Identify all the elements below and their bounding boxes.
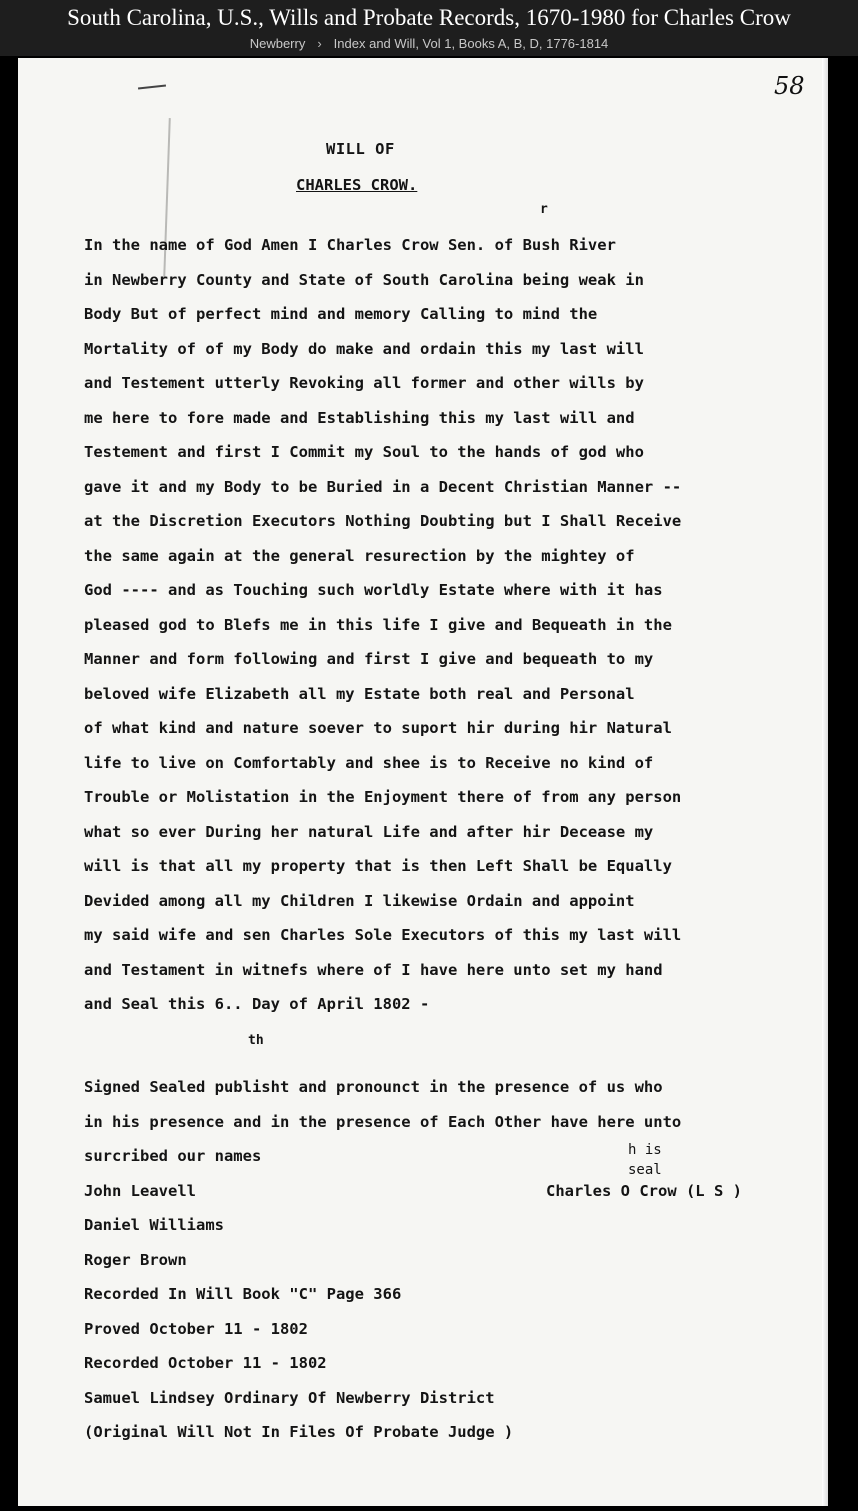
record-note: Recorded In Will Book "C" Page 366 — [84, 1285, 402, 1303]
body-line: Manner and form following and first I give and bequeath to my — [84, 650, 654, 668]
scan-artifact-mark — [138, 85, 166, 90]
body-line: and Testement utterly Revoking all former and other wills by — [84, 374, 644, 392]
witness-name: Roger Brown — [84, 1250, 187, 1269]
body-line: life to live on Comfortably and shee is to Receive no kind of — [84, 753, 654, 772]
body-line: Mortality of of my Body do make and ordain this my last will — [84, 339, 644, 358]
body-line: Testement and first I Commit my Soul to the hands of god who — [84, 443, 644, 461]
page-number: 58 — [774, 72, 805, 100]
signing-block — [84, 1070, 814, 1450]
body-line: my said wife and sen Charles Sole Executors of this my last will — [84, 926, 682, 944]
breadcrumb-item-volume[interactable]: Index and Will, Vol 1, Books A, B, D, 1776-1814 — [333, 36, 609, 52]
chevron-right-icon: › — [317, 36, 322, 52]
body-line: in Newberry County and State of South Carolina being weak in — [84, 270, 644, 289]
record-note: (Original Will Not In Files Of Probate Judge ) — [84, 1423, 514, 1441]
body-line: the same again at the general resurection by the mightey of — [84, 546, 635, 565]
body-line: Trouble or Molistation in the Enjoyment there of from any person — [84, 788, 682, 806]
breadcrumb — [0, 35, 858, 51]
body-line: of what kind and nature soever to suport hir during hir Natural — [84, 719, 672, 737]
record-note: Proved October 11 - 1802 — [84, 1319, 308, 1338]
superscript-th: th — [248, 1033, 264, 1048]
record-header — [0, 0, 858, 56]
record-title: South Carolina, U.S., Wills and Probate Records, 1670-1980 for Charles Crow — [67, 5, 791, 30]
document-scan — [18, 58, 828, 1506]
his-mark — [628, 1140, 662, 1180]
seal-mark-text: seal — [628, 1162, 662, 1178]
body-line: what so ever During her natural Life and after hir Decease my — [84, 822, 654, 841]
body-line: In the name of God Amen I Charles Crow Sen. of Bush River — [84, 236, 616, 254]
witness-name: John Leavell — [84, 1181, 196, 1200]
body-line: God ---- and as Touching such worldly Estate where with it has — [84, 581, 663, 599]
superscript-r: r — [540, 202, 548, 217]
record-note: Recorded October 11 - 1802 — [84, 1354, 327, 1372]
document-title: WILL OF — [326, 140, 395, 158]
body-line: Body But of perfect mind and memory Calling to mind the — [84, 305, 598, 323]
body-line: beloved wife Elizabeth all my Estate both real and Personal — [84, 684, 635, 703]
will-body — [84, 228, 814, 1022]
signing-line: surcribed our names — [84, 1147, 262, 1165]
document-subtitle: CHARLES CROW. — [296, 176, 418, 194]
witness-name: Daniel Williams — [84, 1216, 224, 1234]
breadcrumb-item-newberry[interactable]: Newberry — [249, 36, 306, 52]
page-edge — [822, 58, 828, 1506]
witness-row — [84, 1174, 814, 1209]
body-line: and Seal this 6.. Day of April 1802 - — [84, 995, 430, 1013]
body-line: and Testament in witnefs where of I have here unto set my hand — [84, 960, 663, 979]
his-mark-text: h is — [628, 1142, 662, 1158]
signing-line: Signed Sealed publisht and pronounct in the presence of us who — [84, 1078, 663, 1096]
body-line: gave it and my Body to be Buried in a Decent Christian Manner -- — [84, 477, 682, 496]
body-line: pleased god to Blefs me in this life I give and Bequeath in the — [84, 615, 672, 634]
body-line: at the Discretion Executors Nothing Doubting but I Shall Receive — [84, 512, 682, 530]
body-line: will is that all my property that is then Left Shall be Equally — [84, 857, 672, 875]
body-line: Devided among all my Children I likewise Ordain and appoint — [84, 891, 635, 910]
body-line: me here to fore made and Establishing this my last will and — [84, 408, 635, 427]
signing-line: in his presence and in the presence of Each Other have here unto — [84, 1112, 682, 1131]
record-note: Samuel Lindsey Ordinary Of Newberry District — [84, 1388, 495, 1407]
testator-signature: Charles O Crow (L S ) — [546, 1181, 742, 1200]
